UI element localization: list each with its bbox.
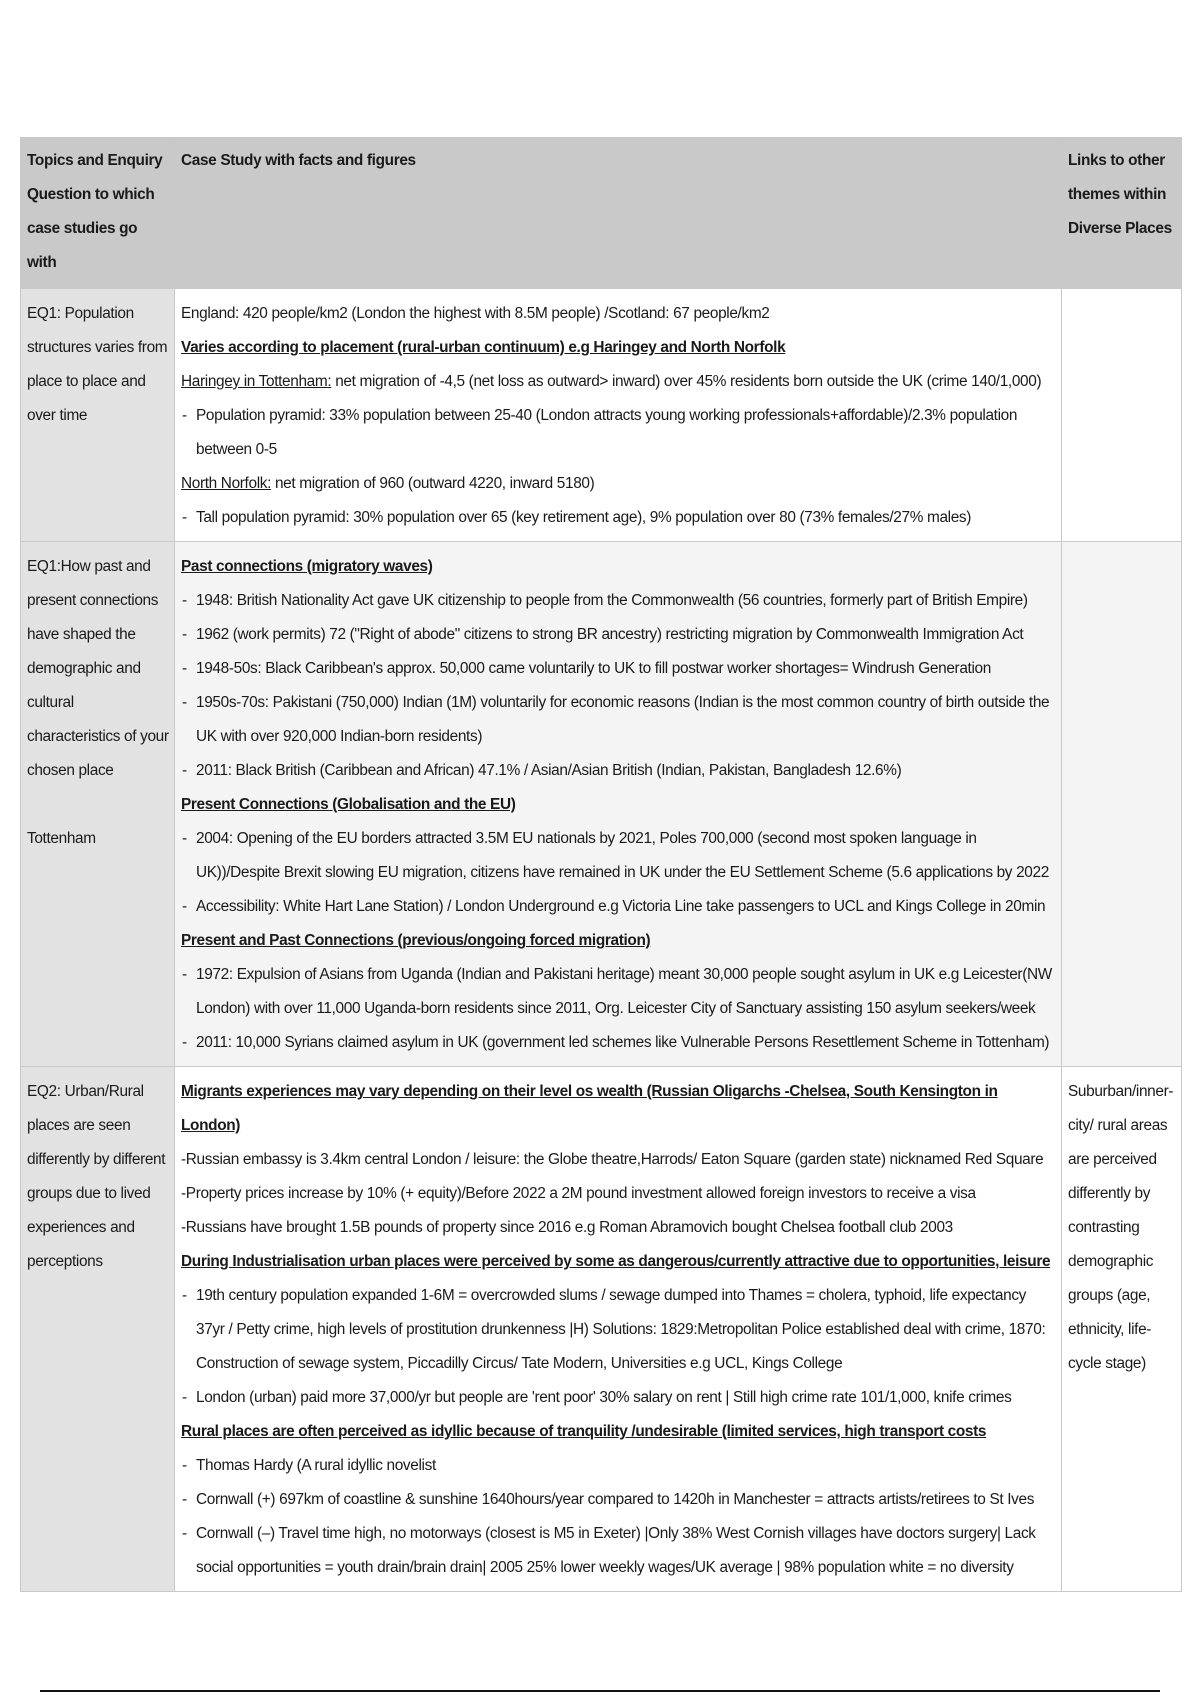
bullet-item: - 1948: British Nationality Act gave UK citizenship to people from the Commonwealth (56 countries, formerly part of British Empire) (181, 584, 1055, 618)
bullet-item: - London (urban) paid more 37,000/yr but people are 'rent poor' 30% salary on rent | Still high crime rate 101/1,000, knife crimes (181, 1381, 1055, 1415)
bullet-item: - 2011: Black British (Caribbean and African) 47.1% / Asian/Asian British (Indian, Pakistan, Bangladesh 12.6%) (181, 754, 1055, 788)
section-heading: Varies according to placement (rural-urban continuum) e.g Haringey and North Norfolk (181, 339, 786, 356)
section-heading: Past connections (migratory waves) (181, 558, 433, 575)
bullet-item: - 2004: Opening of the EU borders attracted 3.5M EU nationals by 2021, Poles 700,000 (second most spoken language in UK))/Despite Brexit slowing EU migration, citizens have remained in UK under the EU Settlement Scheme (5.6 applications by 2022 (181, 822, 1055, 890)
header-case-study: Case Study with facts and figures (175, 138, 1062, 289)
place-link-label: Haringey in Tottenham: (181, 373, 332, 390)
section-heading: Rural places are often perceived as idyllic because of tranquility /undesirable (limited services, high transport costs (181, 1423, 987, 1440)
header-row (21, 138, 1182, 289)
case-study-cell (175, 289, 1062, 542)
case-line (181, 365, 1055, 399)
section-heading: Present Connections (Globalisation and the EU) (181, 796, 516, 813)
topic-cell (21, 1067, 175, 1592)
topic-text: EQ1:How past and present connections have shaped the demographic and cultural characteristics of your chosen place (27, 558, 169, 779)
section-heading: Present and Past Connections (previous/ongoing forced migration) (181, 932, 651, 949)
case-line: -Property prices increase by 10% (+ equity)/Before 2022 a 2M pound investment allowed foreign investors to receive a visa (181, 1185, 976, 1202)
case-study-cell (175, 542, 1062, 1067)
table-row (21, 542, 1182, 1067)
case-line-text: net migration of -4,5 (net loss as outward> inward) over 45% residents born outside the UK (crime 140/1,000) (331, 373, 1042, 390)
links-cell (1062, 289, 1182, 542)
bullet-item: - 1950s-70s: Pakistani (750,000) Indian (1M) voluntarily for economic reasons (Indian is the most common country of birth outside the UK with over 920,000 Indian-born residents) (181, 686, 1055, 754)
case-line-text: net migration of 960 (outward 4220, inward 5180) (271, 475, 595, 492)
case-line: -Russian embassy is 3.4km central London / leisure: the Globe theatre,Harrods/ Eaton Square (garden state) nicknamed Red Square (181, 1151, 1044, 1168)
bullet-item: - 1972: Expulsion of Asians from Uganda (Indian and Pakistani heritage) meant 30,000 people sought asylum in UK e.g Leicester(NW London) with over 11,000 Uganda-born residents since 2011, Org. Leicester City of Sanctuary assisting 150 asylum seekers/week (181, 958, 1055, 1026)
section-heading: During Industrialisation urban places were perceived by some as dangerous/currently attractive due to opportunities, leisure (181, 1253, 1051, 1270)
bullet-item: - Cornwall (–) Travel time high, no motorways (closest is M5 in Exeter) |Only 38% West Cornish villages have doctors surgery| Lack social opportunities = youth drain/brain drain| 2005 25% lower weekly wages/UK average | 98% population white = no diversity (181, 1517, 1055, 1585)
case-study-table (20, 137, 1182, 1592)
case-study-cell (175, 1067, 1062, 1592)
header-links: Links to other themes within Diverse Places (1062, 138, 1182, 289)
table-row (21, 1067, 1182, 1592)
footer-divider (40, 1690, 1160, 1692)
bullet-item: - 19th century population expanded 1-6M = overcrowded slums / sewage dumped into Thames = cholera, typhoid, life expectancy 37yr / Petty crime, high levels of prostitution drunkenness |H) Solutions: 1829:Metropolitan Police established deal with crime, 1870: Construction of sewage system, Piccadilly Circus/ Tate Modern, Universities e.g UCL, Kings College (181, 1279, 1055, 1381)
topic-text: EQ1: Population structures varies from place to place and over time (27, 305, 168, 424)
chosen-place: Tottenham (27, 830, 96, 847)
topic-cell (21, 542, 175, 1067)
case-line: England: 420 people/km2 (London the highest with 8.5M people) /Scotland: 67 people/km2 (181, 305, 770, 322)
place-link-label: North Norfolk: (181, 475, 272, 492)
topic-text: EQ2: Urban/Rural places are seen differently by different groups due to lived experiences and perceptions (27, 1083, 166, 1270)
case-line: -Russians have brought 1.5B pounds of property since 2016 e.g Roman Abramovich bought Chelsea football club 2003 (181, 1219, 953, 1236)
case-line (181, 467, 1055, 501)
bullet-item: - Accessibility: White Hart Lane Station) / London Underground e.g Victoria Line take passengers to UCL and Kings College in 20min (181, 890, 1055, 924)
links-cell (1062, 542, 1182, 1067)
links-cell: Suburban/inner-city/ rural areas are perceived differently by contrasting demographic groups (age, ethnicity, life-cycle stage) (1062, 1067, 1182, 1592)
bullet-item: - 1948-50s: Black Caribbean's approx. 50,000 came voluntarily to UK to fill postwar worker shortages= Windrush Generation (181, 652, 1055, 686)
bullet-item: - 2011: 10,000 Syrians claimed asylum in UK (government led schemes like Vulnerable Persons Resettlement Scheme in Tottenham) (181, 1026, 1055, 1060)
bullet-item: - Tall population pyramid: 30% population over 65 (key retirement age), 9% population over 80 (73% females/27% males) (181, 501, 1055, 535)
table-row (21, 289, 1182, 542)
bullet-item: - 1962 (work permits) 72 ("Right of abode" citizens to strong BR ancestry) restricting migration by Commonwealth Immigration Act (181, 618, 1055, 652)
section-heading: Migrants experiences may vary depending on their level os wealth (Russian Oligarchs -Chelsea, South Kensington in London) (181, 1083, 998, 1134)
bullet-item: - Cornwall (+) 697km of coastline & sunshine 1640hours/year compared to 1420h in Manchester = attracts artists/retirees to St Ives (181, 1483, 1055, 1517)
bullet-item: - Thomas Hardy (A rural idyllic novelist (181, 1449, 1055, 1483)
topic-cell (21, 289, 175, 542)
bullet-item: - Population pyramid: 33% population between 25-40 (London attracts young working professionals+affordable)/2.3% population between 0-5 (181, 399, 1055, 467)
header-topics: Topics and Enquiry Question to which case studies go with (21, 138, 175, 289)
